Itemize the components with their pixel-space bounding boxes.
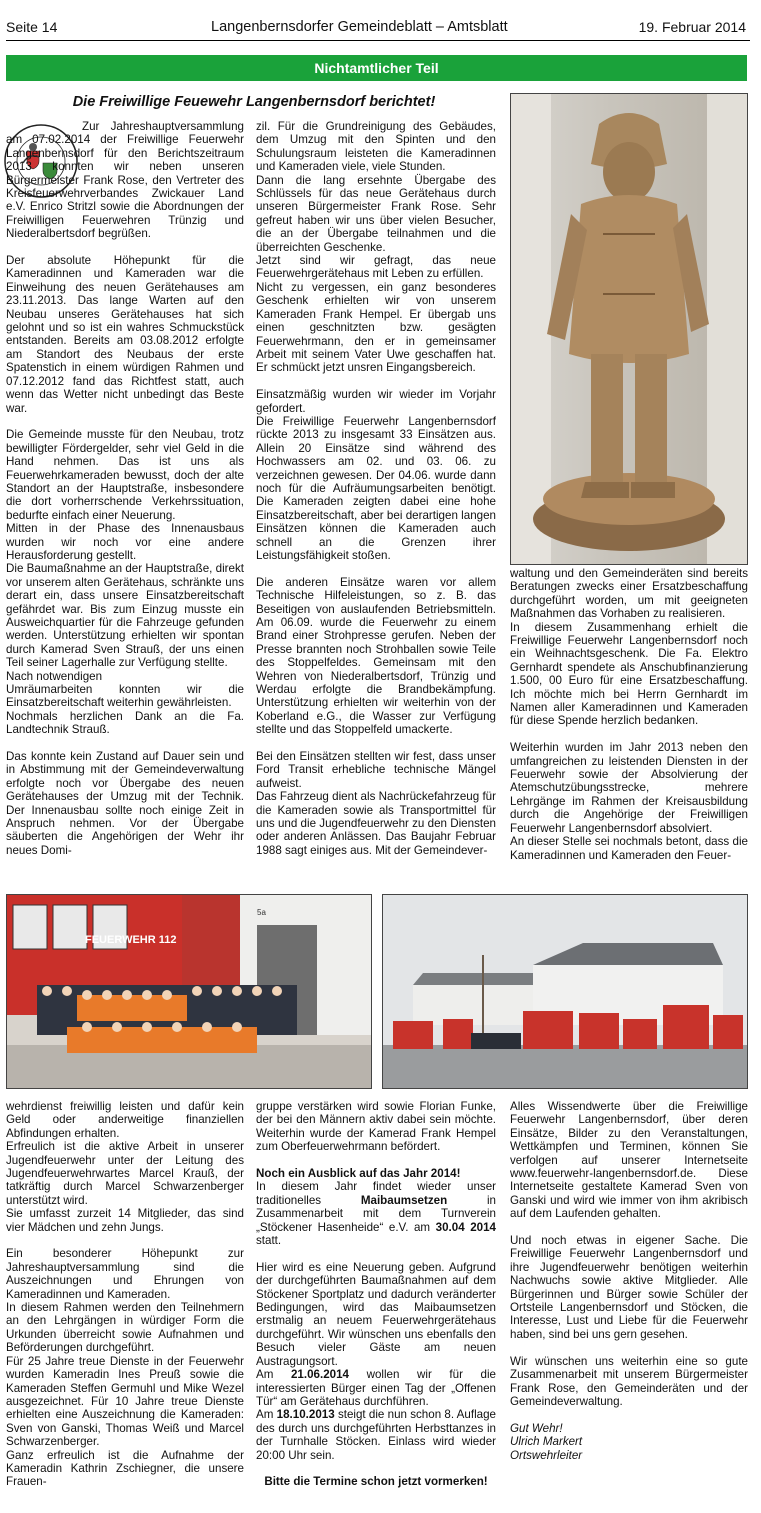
issue-date: 19. Februar 2014: [638, 19, 746, 35]
text-span: statt.: [256, 1234, 282, 1248]
article-column-6: [510, 1100, 748, 1462]
paragraph: Mitten in der Phase des Innenausbaus wurden wir noch vor eine andere Herausforderung gestellt.: [6, 522, 244, 562]
paragraph: Alles Wissendwerte über die Freiwillige Feuerwehr Langenbernsdorf, über deren Einsätze, Bilder zu den Veranstaltungen, Wettkämpfen und Terminen, können Sie verfolgen auf unserer Internetseite www.feuerwehr-langenbernsdorf.de. Diese Internetseite gestaltete Kamerad Sven von Ganski und wird wie immer von ihm akribisch auf dem Laufenden gehalten.: [510, 1100, 748, 1221]
signature-role: Ortswehrleiter: [510, 1448, 583, 1462]
paragraph: Nach notwendigen: [6, 669, 103, 683]
fire-station-illustration: [383, 895, 747, 1088]
paragraph: Ganz erfreulich ist die Aufnahme der Kameradin Kathrin Zschiegner, die unsere Frauen-: [6, 1448, 244, 1489]
group-photo-illustration: [7, 895, 371, 1088]
event-date: 18.10.2013: [276, 1408, 335, 1422]
paragraph: [256, 1408, 496, 1462]
paragraph: zil. Für die Grundreinigung des Gebäudes, dem Umzug mit den Spinten und den Schulungsraum leisteten die Kameradinnen und Kameraden viele, viele Stunden.: [256, 120, 496, 174]
signature-greeting: Gut Wehr!: [510, 1421, 563, 1435]
text-span: in Zusammenarbeit mit dem Turnverein „Stöckener Hasenheide“ e.V. am: [256, 1193, 496, 1234]
paragraph: Bei den Einsätzen stellten wir fest, dass unser Ford Transit erhebliche technische Mängel aufweist.: [256, 750, 496, 790]
paragraph: Einsatzmäßig wurden wir wieder im Vorjahr gefordert.: [256, 388, 496, 415]
paragraph: Umräumarbeiten konnten wir die Einsatzbereitschaft weiterhin gewährleisten.: [6, 683, 244, 710]
article-column-1: [6, 120, 244, 871]
paragraph: Der absolute Höhepunkt für die Kameradinnen und Kameraden war die Einweihung des neuen Gerätehauses am 23.11.2013. Das lange Warten auf den Neubau unseres Gerätehauses hat sich gelohnt und so ist ein wahres Schmuckstück entstanden. Bereits am 03.08.2012 erfolgte am Standort des Neubaus der erste Spatenstich in einem würdigen Rahmen und 07.12.2012 fand das Richtfest statt, auch wenn das Wetter nicht unbedingt das Beste war.: [6, 254, 244, 415]
paragraph: Sie umfasst zurzeit 14 Mitglieder, das sind vier Mädchen und zehn Jungs.: [6, 1207, 244, 1234]
paragraph: An dieser Stelle sei nochmals betont, dass die Kameradinnen und Kameraden den Feuer-: [510, 835, 748, 862]
paragraph: Die Freiwillige Feuerwehr Langenbernsdorf rückte 2013 zu insgesamt 33 Einsätzen aus. Allein 20 Einsätze sind während des Hochwassers am 02. und 03. 06. zu verzeichnen gewesen. Der 04.06. wurde dann noch für die Aufräumungsarbeiten benötigt. Die Kameraden zeigten dabei eine hohe Einsatzbereitschaft, aber bei derartigen langen Einsätzen können die Kameraden auch schnell an die Grenzen ihrer Leistungsfähigkeit stoßen.: [256, 414, 496, 562]
paragraph: Das konnte kein Zustand auf Dauer sein und in Abstimmung mit der Gemeindeverwaltung erfolgte noch vor Übergabe des neuen Gerätehauses der Umzug mit der Technik. Der Innenausbau sollte noch einige Zeit in Anspruch nehmen. Vor der Übergabe säuberten die Angehörigen der Wehr ihr neues Domi-: [6, 750, 244, 857]
article-column-2: [256, 120, 496, 857]
truck-label: FEUERWEHR 112: [85, 934, 177, 946]
paragraph: wehrdienst freiwillig leisten und dafür kein Geld oder anderweitige finanziellen Abfindungen erhalten.: [6, 1100, 244, 1140]
paragraph: Das Fahrzeug dient als Nachrückefahrzeug für die Kameraden sowie als Transportmittel für uns und die Jugendfeuerwehr zu den Diensten oder anderen Anlässen. Das Baujahr Februar 1988 sagt einiges aus. Mit der Gemeindever-: [256, 790, 496, 857]
paragraph: [256, 1368, 496, 1408]
text-span: Am: [256, 1408, 277, 1422]
paragraph: Hier wird es eine Neuerung geben. Aufgrund der durchgeführten Baumaßnahmen auf dem Stöckener Sportplatz und dadurch veränderter Bedingungen, wird das Maibaumsetzen erstmalig an neuem Feuerwehrgerätehaus durchgeführt. Wir wünschen uns ebenfalls den Besuch vieler Gäste am neuen Austragungsort.: [256, 1260, 496, 1368]
event-date: 30.04 2014: [435, 1220, 496, 1234]
paragraph: Die Gemeinde musste für den Neubau, trotz bewilligter Fördergelder, sehr viel Geld in die Hand nehmen. Das ist uns als Feuerwehrkameraden bewusst, doch der alte Standort an der Hauptstraße, insbesondere die dort vorherrschende Verkehrssituation, bedurfte einfach einer Neuerung.: [6, 428, 244, 522]
paragraph: Nochmals herzlichen Dank an die Fa. Landtechnik Strauß.: [6, 709, 244, 737]
event-name: Maibaumsetzen: [360, 1193, 448, 1207]
paragraph: Erfreulich ist die aktive Arbeit in unserer Jugendfeuerwehr unter der Leitung des Jugendfeuerwehrwartes Marcel Krauß, der tatkräftig durch Marcel Schwarzenberger unterstützt wird.: [6, 1140, 244, 1207]
paragraph: Jetzt sind wir gefragt, das neue Feuerwehrgerätehaus mit Leben zu erfüllen.: [256, 254, 496, 281]
door-number: 5a: [257, 908, 266, 917]
wooden-figure-illustration: [511, 94, 747, 564]
article-column-4: [6, 1100, 244, 1489]
paragraph: Wir wünschen uns weiterhin eine so gute Zusammenarbeit mit unserem Bürgermeister Frank Rose, den Gemeinderäten und der Gemeindeverwaltung.: [510, 1354, 748, 1408]
page-header: [6, 16, 750, 41]
group-photo: [6, 894, 372, 1089]
section-bar: Nichtamtlicher Teil: [6, 55, 747, 81]
article-headline: Die Freiwillige Feuewehr Langenbernsdorf berichtet!: [72, 94, 436, 110]
paragraph: Nicht zu vergessen, ein ganz besonderes Geschenk erhielten wir von unserem Kameraden Frank Hempel. Er übergab uns einen geschnitzten bzw. gesägten Feuerwehrmann, den er in gemeinsamer Arbeit mit seinem Vater Uwe geschaffen hat. Er schmückt jetzt unsren Eingangsbereich.: [256, 280, 496, 375]
article-column-5: [256, 1100, 496, 1489]
fire-station-photo: [382, 894, 748, 1089]
text-span: steigt die nun schon 8. Auflage des durch uns durchgeführten Herbsttanzes in der Turnhalle Stöcken. Einlass wird wieder 20:00 Uhr sein.: [256, 1408, 497, 1462]
paragraph: [256, 1180, 496, 1247]
paragraph: In diesem Zusammenhang erhielt die Freiwillige Feuerwehr Langenbernsdorf noch ein Weihnachtsgeschenk. Die Fa. Elektro Gernhardt spendete als Anschubfinanzierung 1.500, 00 Euro für eine Ersatzbeschaffung. Ich möchte mich bei Herrn Gernhardt im Namen aller Kameradinnen und Kameraden für diese Spende herzlich bedanken.: [510, 620, 748, 728]
text-span: In diesem Jahr findet wieder unser traditionelles: [256, 1180, 496, 1207]
carved-firefighter-photo: [510, 93, 748, 565]
paragraph: Dann die lang ersehnte Übergabe des Schlüssels für das neue Gerätehaus durch unseren Bürgermeister Frank Rose. Sehr gefreut haben wir uns über vielen Besucher, die an der Übergabe teilnahmen und die überreichten Geschenke.: [256, 173, 496, 254]
outlook-heading: Noch ein Ausblick auf das Jahr 2014!: [256, 1167, 461, 1181]
paragraph: Und noch etwas in eigener Sache. Die Freiwillige Feuerwehr Langenbernsdorf und ihre Jugendfeuerwehr benötigen weiterhin Nachwuchs sowie aktive Mitglieder. Alle Bürgerinnen und Bürger sowie Schüler der Ortsteile Langenbernsdorf und Stöcken, die Interesse, Lust und Liebe für die Feuerwehr haben, sind bei uns gern gesehen.: [510, 1234, 748, 1341]
newspaper-title: Langenbernsdorfer Gemeindeblatt – Amtsblatt: [211, 19, 508, 35]
paragraph: Zur Jahreshauptversammlung am 07.02.2014 der Freiwillige Feuerwehr Langenbernsdorf für den Berichtszeitraum 2013 konnten wir neben unseren Bürgermeister Frank Rose, den Vertreter des Kreisfeuerwehrverbandes Zwickauer Land e.V. Enrico Stritzl sowie die Abordnungen der Freiwilligen Feuerwehren Trünzig und Niederalbertsdorf begrüßen.: [6, 120, 244, 241]
text-span: Am: [256, 1368, 291, 1382]
paragraph: Weiterhin wurden im Jahr 2013 neben den umfangreichen zu leistenden Diensten in der Feuerwehr sowie der Absolvierung der Atemschutzübungsstrecke, mehrere Lehrgänge im Rahmen der Kreisausbildung durch die Angehörige der Freiwilligen Feuerwehr Langenbernsdorf absolviert.: [510, 741, 748, 835]
signature-block: [510, 1422, 748, 1462]
page-number: Seite 14: [6, 19, 58, 35]
paragraph: Die Baumaßnahme an der Hauptstraße, direkt vor unserem alten Gerätehaus, schränkte uns derart ein, dass unsere Einsatzbereitschaft gefährdet war. Bis zum Einzug musste ein Ausweichquartier für die Fahrzeuge gefunden werden. Unterstützung erhielten wir spontan durch Kamerad Sven Strauß, der uns einen Teil seiner Lagerhalle zur Verfügung stellte.: [6, 562, 244, 670]
closing-note: Bitte die Termine schon jetzt vormerken!: [264, 1475, 488, 1489]
signature-name: Ulrich Markert: [510, 1435, 583, 1449]
paragraph: Die anderen Einsätze waren vor allem Technische Hilfeleistungen, so z. B. das Beseitigen von auslaufenden Betriebsmitteln. Am 06.09. wurde die Feuerwehr zu einem Brand einer Strohpresse gerufen. Neben der Presse brannten noch Strohballen sowie Teile des Stoppelfeldes. Gemeinsam mit den Wehren von Niederalbertsdorf, Trünzig und Werdau erfolgte die Brandbekämpfung. Unterstützung erhielten wir weiterhin von der Koberland e.G., die Wasser zur Verfügung stellte und das Stoppelfeld umackerte.: [256, 575, 496, 737]
paragraph: waltung und den Gemeinderäten sind bereits Beratungen zwecks einer Ersatzbeschaffung durchgeführt worden, um mit geeigneten Maßnahmen das Vorhaben zu realisieren.: [510, 567, 748, 621]
paragraph: Für 25 Jahre treue Dienste in der Feuerwehr wurden Kameradin Ines Preuß sowie die Kameraden Steffen Germuhl und Mike Wezel ausgezeichnet. Für 10 Jahre treue Dienste erhielten eine Auszeichnung die Kameraden: Sven von Ganski, Thomas Weiß und Marcel Schwarzenberger.: [6, 1354, 244, 1449]
article-column-3: [510, 567, 748, 862]
paragraph: In diesem Rahmen werden den Teilnehmern an den Lehrgängen in würdiger Form die Urkunden überreicht sowie Aufnahmen und Beförderungen durchgeführt.: [6, 1301, 244, 1355]
paragraph: Ein besonderer Höhepunkt zur Jahreshauptversammlung sind die Auszeichnungen und Ehrungen von Kameradinnen und Kameraden.: [6, 1247, 244, 1301]
text-span: wollen wir für die interessierten Bürger einen Tag der „Offenen Tür“ am Gerätehaus durchführen.: [256, 1368, 496, 1408]
event-date: 21.06.2014: [290, 1368, 349, 1382]
paragraph: gruppe verstärken wird sowie Florian Funke, der bei den Männern aktiv dabei sein möchte. Weiterhin wurde der Kamerad Frank Hempel zum Oberfeuerwehrmann befördert.: [256, 1100, 496, 1154]
